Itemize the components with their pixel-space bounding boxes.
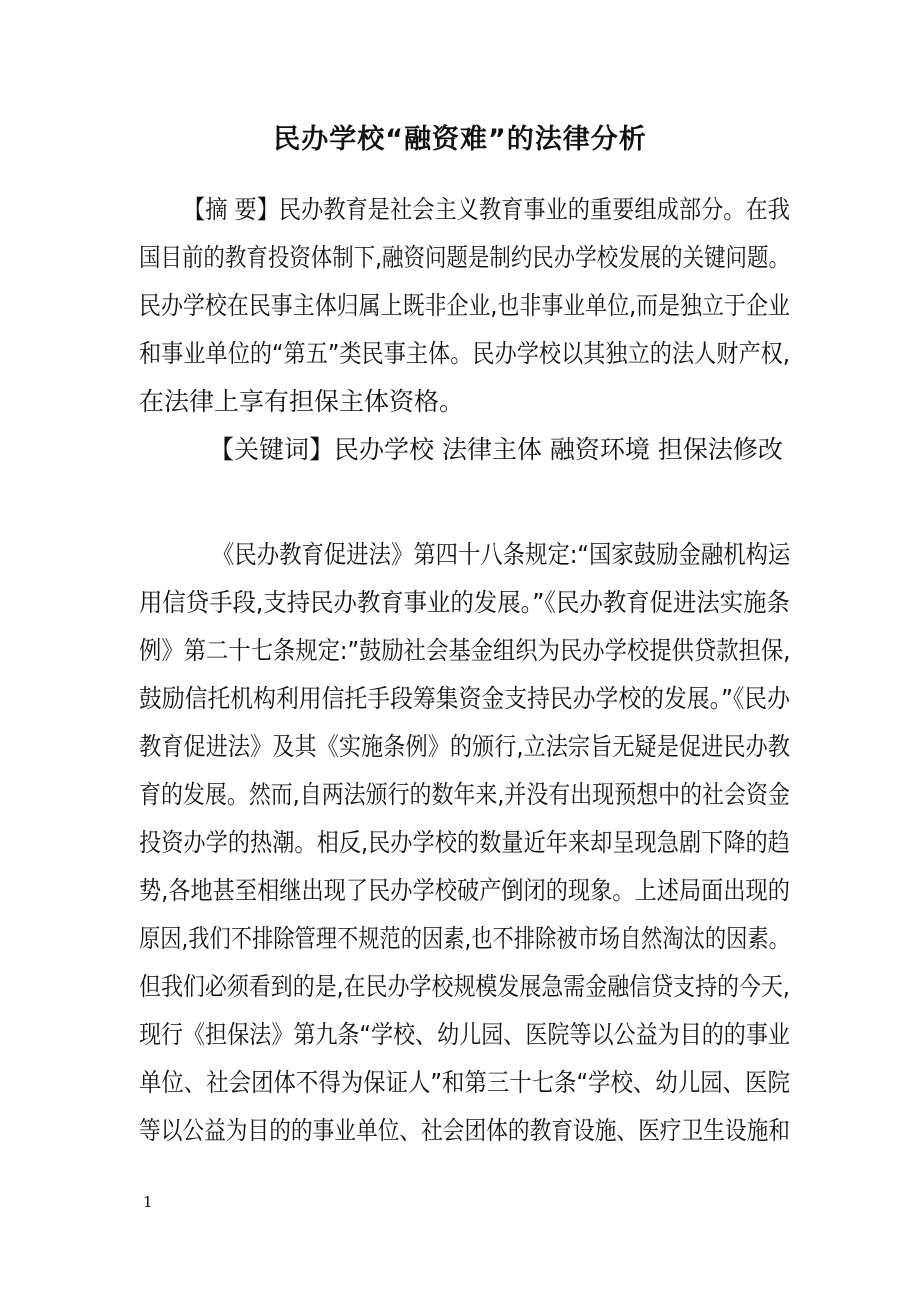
body-line: 《民办教育促进法》第四十八条规定:“国家鼓励金融机构运 (212, 540, 791, 569)
abstract-line: 民办学校在民事主体归属上既非企业,也非事业单位,而是独立于企业 (139, 291, 790, 320)
abstract-line: 【摘 要】民办教育是社会主义教育事业的重要组成部分。在我 (183, 195, 790, 224)
body-line: 教育促进法》及其《实施条例》的颁行,立法宗旨无疑是促进民办教 (139, 732, 790, 761)
body-line: 等以公益为目的的事业单位、社会团体的教育设施、医疗卫生设施和 (139, 1116, 791, 1145)
body-line: 鼓励信托机构利用信托手段筹集资金支持民办学校的发展。”《民办 (139, 684, 790, 713)
body-line: 育的发展。然而,自两法颁行的数年来,并没有出现预想中的社会资金 (139, 780, 790, 809)
body-line: 势,各地甚至相继出现了民办学校破产倒闭的现象。上述局面出现的 (139, 876, 790, 905)
abstract-line: 在法律上享有担保主体资格。 (139, 387, 465, 416)
page-number: 1 (143, 1193, 153, 1211)
body-line: 例》第二十七条规定:”鼓励社会基金组织为民办学校提供贷款担保, (139, 636, 791, 665)
body-line: 现行《担保法》第九条“学校、幼儿园、医院等以公益为目的的事业 (139, 1020, 790, 1049)
abstract-line: 国目前的教育投资体制下,融资问题是制约民办学校发展的关键问题。 (139, 243, 790, 272)
body-line: 原因,我们不排除管理不规范的因素,也不排除被市场自然淘汰的因素。 (139, 924, 790, 953)
document-title: 民办学校“融资难”的法律分析 (273, 124, 647, 155)
body-line: 单位、社会团体不得为保证人”和第三十七条“学校、幼儿园、医院 (139, 1068, 790, 1097)
abstract-line: 和事业单位的“第五”类民事主体。民办学校以其独立的法人财产权, (139, 339, 790, 368)
body-line: 用信贷手段,支持民办教育事业的发展。”《民办教育促进法实施条 (139, 588, 790, 617)
body-line: 但我们必须看到的是,在民办学校规模发展急需金融信贷支持的今天, (139, 972, 790, 1001)
keywords-line: 【关键词】民办学校 法律主体 融资环境 担保法修改 (209, 435, 783, 464)
body-line: 投资办学的热潮。相反,民办学校的数量近年来却呈现急剧下降的趋 (139, 828, 790, 857)
